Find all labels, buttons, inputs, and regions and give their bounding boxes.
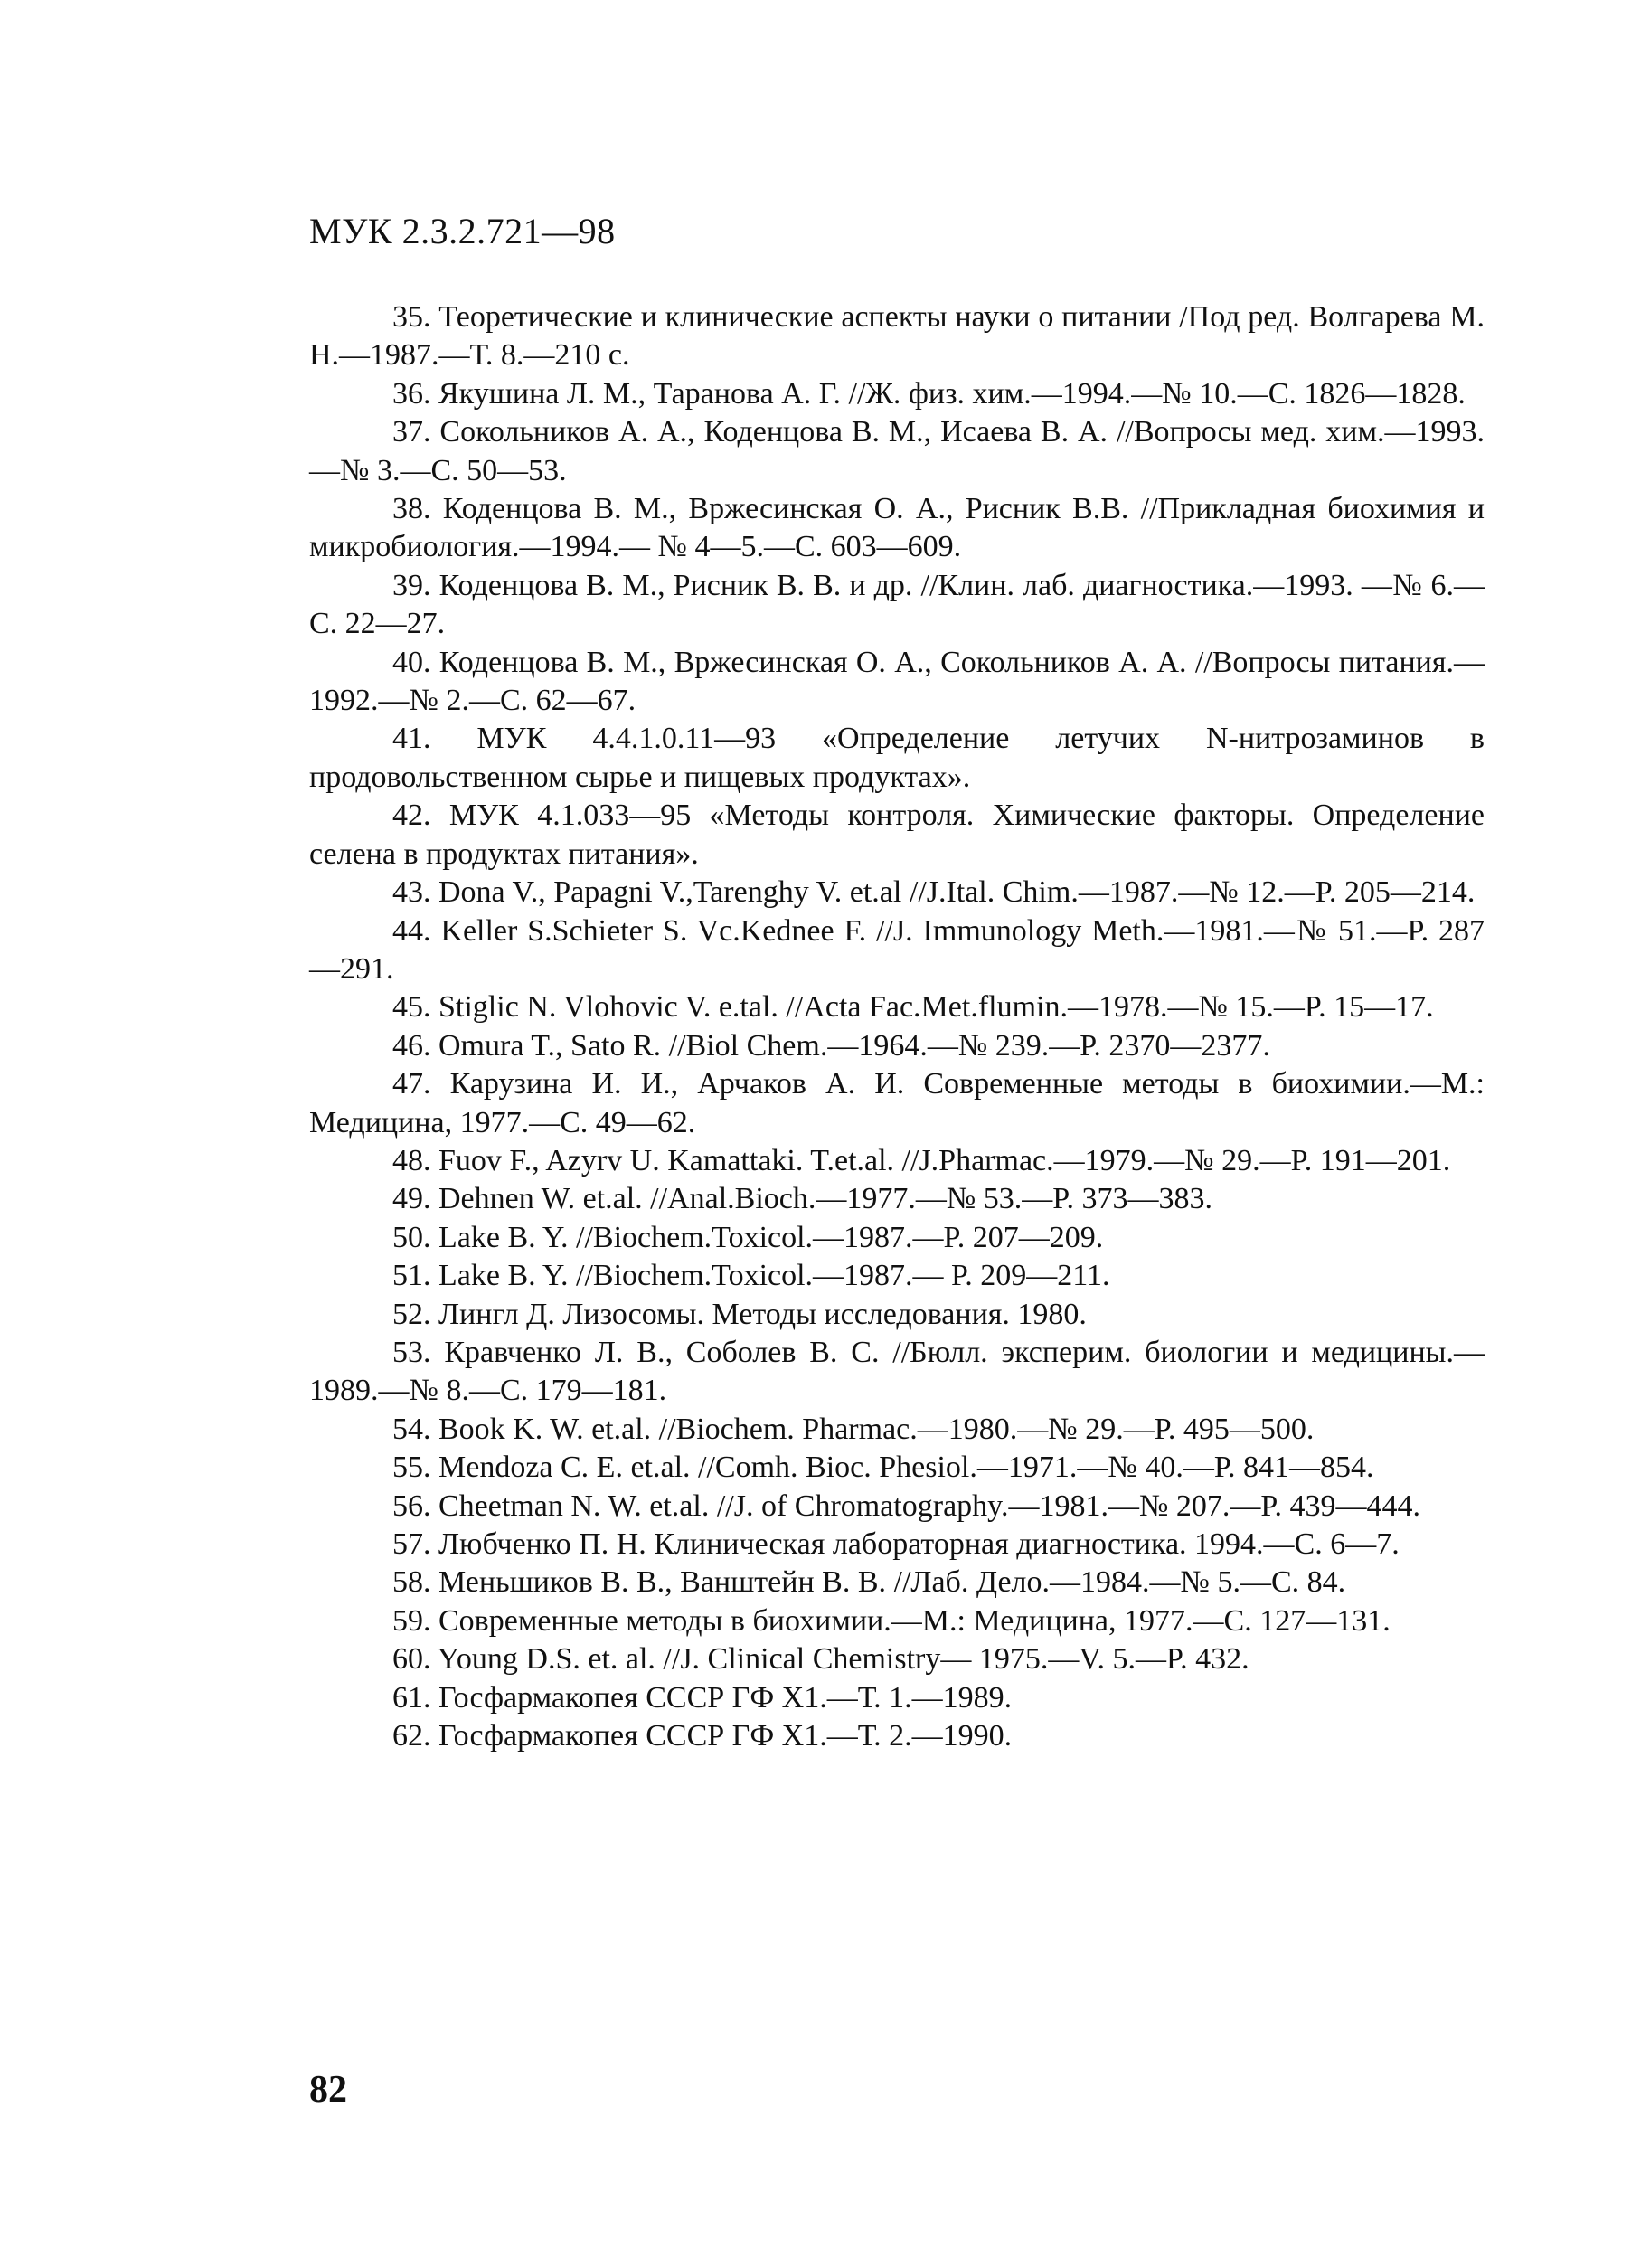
reference-item: 57. Любченко П. Н. Клиническая лабораторная диагностика. 1994.—С. 6—7. [392,1527,1400,1561]
reference-item: 39. Коденцова В. М., Рисник В. В. и др. //Клин. лаб. диагностика.—1993. —№ 6.—С. 22—27. [309,568,1485,641]
reference-item: 49. Dehnen W. et.al. //Anal.Bioch.—1977.—№ 53.—P. 373—383. [392,1182,1212,1216]
reference-list [309,298,1485,1755]
reference-item: 35. Теоретические и клинические аспекты науки о питании /Под ред. Волгарева М. Н.—1987.—Т. 8.—210 с. [309,300,1485,373]
reference-item: 59. Современные методы в биохимии.—М.: Медицина, 1977.—С. 127—131. [392,1603,1391,1638]
reference-item: 56. Cheetman N. W. et.al. //J. of Chromatography.—1981.—№ 207.—P. 439—444. [392,1488,1421,1523]
reference-item: 46. Omura T., Sato R. //Biol Chem.—1964.—№ 239.—P. 2370—2377. [392,1028,1270,1063]
page-number: 82 [309,2069,347,2111]
reference-item: 48. Fuov F., Azyrv U. Kamattaki. T.et.al. //J.Pharmac.—1979.—№ 29.—P. 191—201. [392,1143,1451,1177]
reference-item: 58. Меньшиков В. В., Ванштейн В. В. //Лаб. Дело.—1984.—№ 5.—С. 84. [392,1565,1346,1600]
reference-item: 51. Lake B. Y. //Biochem.Toxicol.—1987.— P. 209—211. [392,1259,1110,1293]
reference-item: 61. Госфармакопея СССР ГФ X1.—Т. 1.—1989. [392,1680,1013,1715]
reference-item: 62. Госфармакопея СССР ГФ X1.—Т. 2.—1990. [392,1719,1013,1753]
reference-item: 41. МУК 4.4.1.0.11—93 «Определение летучих N-нитрозаминов в продовольственном сырье и пищевых продуктах». [309,722,1485,794]
reference-item: 52. Лингл Д. Лизосомы. Методы исследования. 1980. [392,1297,1087,1331]
reference-item: 42. МУК 4.1.033—95 «Методы контроля. Химические факторы. Определение селена в продуктах питания». [309,799,1485,871]
reference-item: 37. Сокольников А. А., Коденцова В. М., Исаева В. А. //Вопросы мед. хим.—1993.—№ 3.—С. 50—53. [309,415,1485,487]
reference-item: 40. Коденцова В. М., Вржесинская О. А., Сокольников А. А. //Вопросы питания.—1992.—№ 2.—С. 62—67. [309,645,1485,718]
reference-item: 55. Mendoza C. E. et.al. //Comh. Bioc. Phesiol.—1971.—№ 40.—P. 841—854. [392,1451,1374,1485]
reference-item: 60. Young D.S. et. al. //J. Clinical Chemistry— 1975.—V. 5.—P. 432. [392,1642,1249,1677]
reference-item: 38. Коденцова В. М., Вржесинская О. А., Рисник В.В. //Прикладная биохимия и микробиология.—1994.— № 4—5.—С. 603—609. [309,492,1485,564]
reference-item: 53. Кравченко Л. В., Соболев В. С. //Бюлл. эксперим. биологии и медицины.—1989.—№ 8.—С. 179—181. [309,1335,1485,1408]
reference-item: 45. Stiglic N. Vlohovic V. e.tal. //Acta Fac.Met.flumin.—1978.—№ 15.—P. 15—17. [392,990,1434,1025]
reference-item: 47. Карузина И. И., Арчаков А. И. Современные методы в биохимии.—М.: Медицина, 1977.—С. 49—62. [309,1067,1485,1139]
reference-item: 36. Якушина Л. М., Таранова А. Г. //Ж. физ. хим.—1994.—№ 10.—С. 1826—1828. [392,376,1466,411]
reference-item: 43. Dona V., Papagni V.,Tarenghy V. et.al //J.Ital. Chim.—1987.—№ 12.—P. 205—214. [392,875,1476,910]
reference-item: 50. Lake B. Y. //Biochem.Toxicol.—1987.—P. 207—209. [392,1220,1104,1254]
document-code-header: МУК 2.3.2.721—98 [309,211,616,251]
reference-item: 54. Book K. W. et.al. //Biochem. Pharmac.—1980.—№ 29.—P. 495—500. [392,1412,1315,1446]
reference-item: 44. Keller S.Schieter S. Vc.Kednee F. //J. Immunology Meth.—1981.—№ 51.—P. 287—291. [309,913,1485,986]
